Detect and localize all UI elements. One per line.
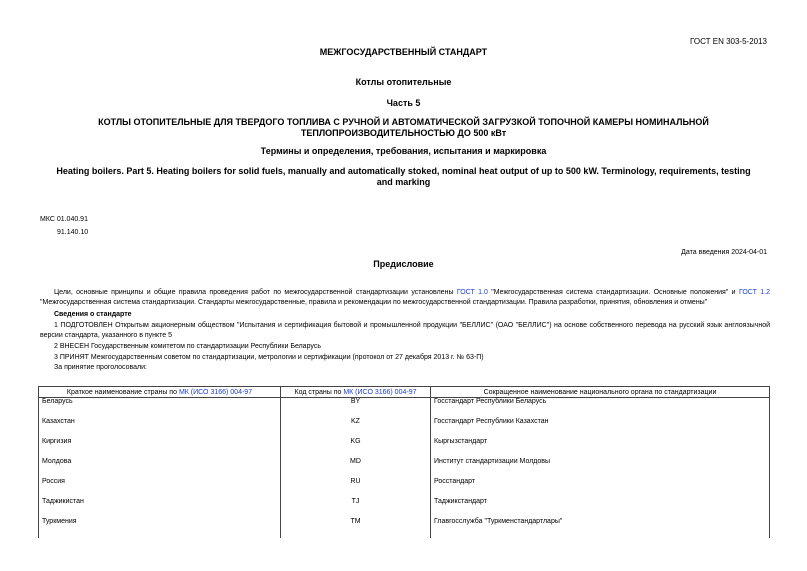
table-row — [39, 438, 770, 458]
code-cell: RU — [281, 478, 431, 498]
header-text: Краткое наименование страны по — [66, 388, 179, 396]
country-cell: Туркмения — [39, 518, 281, 538]
standard-info-heading: Сведения о стандарте — [54, 311, 132, 318]
document-code: ГОСТ EN 303-5-2013 — [690, 37, 767, 46]
document-title: КОТЛЫ ОТОПИТЕЛЬНЫЕ ДЛЯ ТВЕРДОГО ТОПЛИВА С РУЧНОЙ И АВТОМАТИЧЕСКОЙ ЗАГРУЗКОЙ ТОПОЧНОЙ КАМЕРЫ НОМИНАЛЬНОЙ ТЕПЛОПРОИЗВОДИТЕЛЬНОСТЬЮ ДО 500 кВт — [98, 117, 709, 138]
code-cell: KZ — [281, 418, 431, 438]
table-row — [39, 398, 770, 419]
preface-text: "Межгосударственная система стандартизации. Основные положения" и — [487, 289, 739, 296]
preface-item-2: 2 ВНЕСЕН Государственным комитетом по стандартизации Республики Беларусь — [54, 343, 321, 350]
body-cell: Главгосслужба "Туркменстандартлары" — [431, 518, 770, 538]
table-row — [39, 498, 770, 518]
code-cell: TJ — [281, 498, 431, 518]
table-row — [39, 478, 770, 498]
mk-iso-link[interactable]: МК (ИСО 3166) 004-97 — [343, 388, 417, 396]
standard-type-heading: МЕЖГОСУДАРСТВЕННЫЙ СТАНДАРТ — [319, 47, 488, 57]
code-cell: MD — [281, 458, 431, 478]
preface-title: Предисловие — [373, 259, 434, 269]
preface-paragraph-1 — [40, 288, 770, 308]
preface-text: Цели, основные принципы и общие правила проведения работ по межгосударственной стандартизации установлены — [54, 289, 457, 296]
body-cell: Госстандарт Республики Беларусь — [431, 398, 770, 419]
terms-heading: Термины и определения, требования, испытания и маркировка — [260, 146, 547, 156]
header-standards-body: Сокращенное наименование национального органа по стандартизации — [431, 387, 770, 398]
document-subtitle: Котлы отопительные — [355, 77, 452, 87]
mks-code-1: МКС 01.040.91 — [40, 216, 88, 223]
voted-label: За принятие проголосовали: — [54, 364, 147, 371]
code-cell: BY — [281, 398, 431, 419]
header-country-code — [281, 387, 431, 398]
country-cell: Молдова — [39, 458, 281, 478]
body-cell: Кыргызстандарт — [431, 438, 770, 458]
preface-item-3: 3 ПРИНЯТ Межгосударственным советом по стандартизации, метрологии и сертификации (протокол от 27 декабря 2013 г. № 63-П) — [54, 354, 484, 361]
table-row — [39, 418, 770, 438]
table-row — [39, 518, 770, 538]
gost-1-0-link[interactable]: ГОСТ 1.0 — [456, 289, 488, 296]
intro-date: Дата введения 2024-04-01 — [681, 249, 767, 256]
part-heading: Часть 5 — [386, 98, 421, 108]
english-title: Heating boilers. Part 5. Heating boilers for solid fuels, manually and automatically stoked, nominal heat output of up to 500 kW. Terminology, requirements, testing and marking — [56, 166, 751, 187]
country-cell: Казахстан — [39, 418, 281, 438]
body-cell: Институт стандартизации Молдовы — [431, 458, 770, 478]
header-text: Код страны по — [294, 388, 344, 396]
country-cell: Киргизия — [39, 438, 281, 458]
mk-iso-link[interactable]: МК (ИСО 3166) 004-97 — [178, 388, 253, 396]
body-cell: Росстандарт — [431, 478, 770, 498]
preface-item-1: 1 ПОДГОТОВЛЕН Открытым акционерным обществом "Испытания и сертификация бытовой и промышленной продукции "БЕЛЛИС" (ОАО "БЕЛЛИС") на основе собственного перевода на русский язык англоязычной версии стандарта, указанного в пункте 5 — [40, 322, 770, 339]
voting-countries-table — [38, 386, 770, 538]
table-header-row — [39, 387, 770, 398]
country-cell: Таджикистан — [39, 498, 281, 518]
body-cell: Госстандарт Республики Казахстан — [431, 418, 770, 438]
table-row — [39, 458, 770, 478]
header-country-name — [39, 387, 281, 398]
country-cell: Беларусь — [39, 398, 281, 419]
code-cell: KG — [281, 438, 431, 458]
code-cell: TM — [281, 518, 431, 538]
mks-code-2: 91.140.10 — [57, 229, 89, 236]
preface-text: "Межгосударственная система стандартизации. Стандарты межгосударственные, правила и рекомендации по межгосударственной стандартизации. Правила разработки, принятия, обновления и отмены" — [40, 299, 708, 306]
body-cell: Таджикстандарт — [431, 498, 770, 518]
country-cell: Россия — [39, 478, 281, 498]
gost-1-2-link[interactable]: ГОСТ 1.2 — [738, 289, 770, 296]
